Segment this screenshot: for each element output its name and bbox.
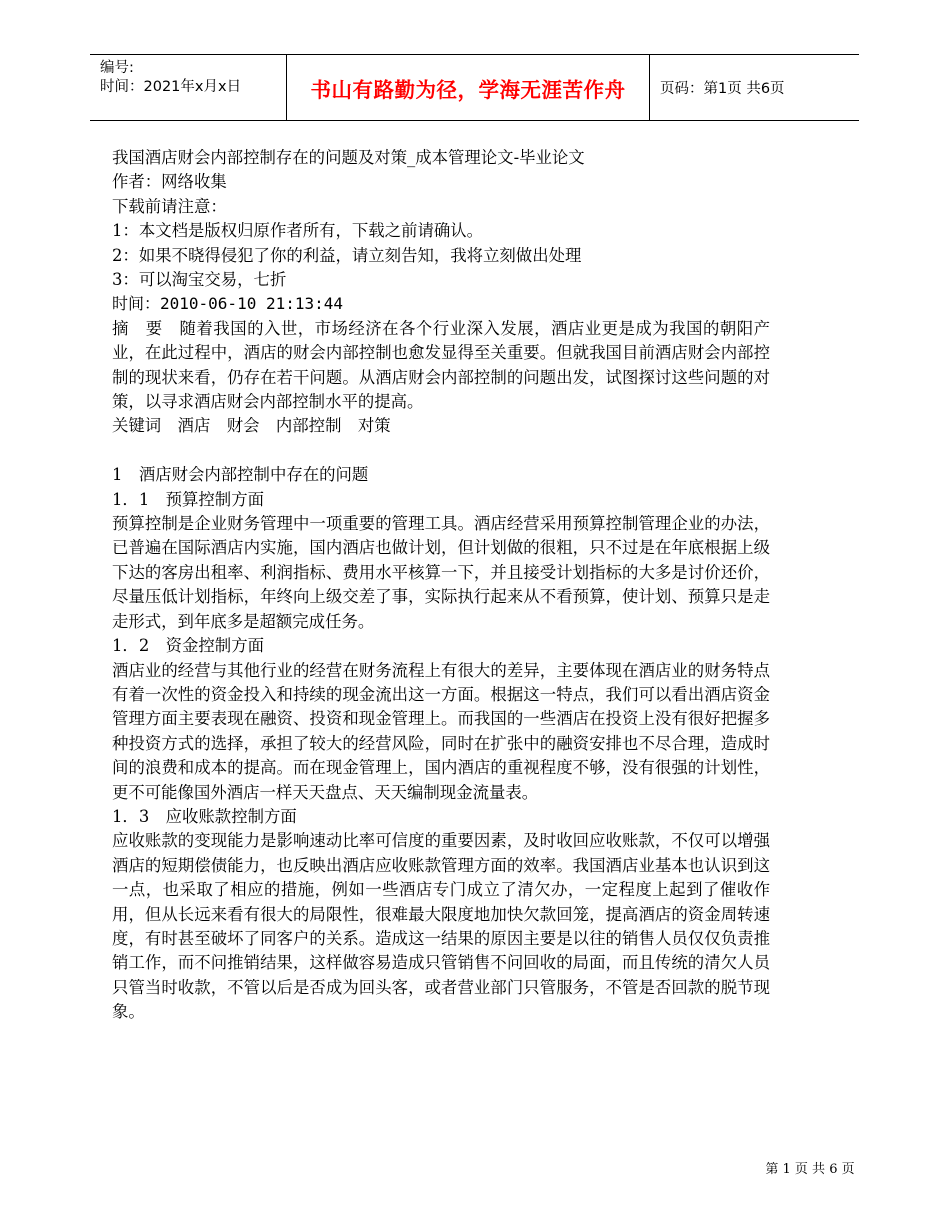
keywords-line: 关键词 酒店 财会 内部控制 对策 [112, 416, 391, 436]
notice-item-2: 2：如果不晓得侵犯了你的利益，请立刻告知，我将立刻做出处理 [112, 245, 582, 265]
page-footer [0, 1158, 950, 1177]
section-heading-1-3: 1．3 应收账款控制方面 [112, 806, 297, 826]
timestamp-line: 时间：2010-06-10 21:13:44 [112, 294, 344, 314]
document-time-label: 时间：2021年x月x日 [100, 79, 242, 95]
document-number-label: 编号: [100, 60, 134, 76]
section-heading-1-1: 1．1 预算控制方面 [112, 489, 264, 509]
document-title: 我国酒店财会内部控制存在的问题及对策_成本管理论文-毕业论文 [112, 148, 585, 167]
header-meta [90, 55, 286, 120]
notice-item-1: 1：本文档是版权归原作者所有，下载之前请确认。 [112, 221, 484, 241]
abstract-paragraph: 摘 要 随着我国的入世，市场经济在各个行业深入发展，酒店业更是成为我国的朝阳产业，在此过程中，酒店的财会内部控制也愈发显得至关重要。但就我国目前酒店财会内部控制的现状来看，仍存在若干问题。从酒店财会内部控制的问题出发，试图探讨这些问题的对策，以寻求酒店财会内部控制水平的提高。 [112, 318, 770, 412]
paragraph-1-3: 应收账款的变现能力是影响速动比率可信度的重要因素，及时收回应收账款，不仅可以增强酒店的短期偿债能力，也反映出酒店应收账款管理方面的效率。我国酒店业基本也认识到这一点，也采取了相应的措施，例如一些酒店专门成立了清欠办，一定程度上起到了催收作用，但从长远来看有很大的局限性，很难最大限度地加快欠款回笼，提高酒店的资金周转速度，有时甚至破坏了同客户的关系。造成这一结果的原因主要是以往的销售人员仅仅负责推销工作，而不问推销结果，这样做容易造成只管销售不问回收的局面，而且传统的清欠人员只管当时收款，不管以后是否成为回头客，或者营业部门只管服务，不管是否回款的脱节现象。 [112, 831, 770, 1022]
notice-item-3: 3：可以淘宝交易，七折 [112, 270, 287, 290]
page-header [90, 54, 859, 121]
footer-page-number: 第 1 页 共 6 页 [765, 1162, 855, 1177]
notice-heading: 下载前请注意： [112, 196, 227, 216]
paragraph-1-1: 预算控制是企业财务管理中一项重要的管理工具。酒店经营采用预算控制管理企业的办法，已普遍在国际酒店内实施，国内酒店也做计划，但计划做的很粗，只不过是在年底根据上级下达的客房出租率、利润指标、费用水平核算一下，并且接受计划指标的大多是讨价还价，尽量压低计划指标，年终向上级交差了事，实际执行起来从不看预算，使计划、预算只是走走形式，到年底多是超额完成任务。 [112, 514, 770, 631]
paragraph-1-2: 酒店业的经营与其他行业的经营在财务流程上有很大的差异，主要体现在酒店业的财务特点有着一次性的资金投入和持续的现金流出这一方面。根据这一特点，我们可以看出酒店资金管理方面主要表现在融资、投资和现金管理上。而我国的一些酒店在投资上没有很好把握多种投资方式的选择，承担了较大的经营风险，同时在扩张中的融资安排也不尽合理，造成时间的浪费和成本的提高。而在现金管理上，国内酒店的重视程度不够，没有很强的计划性，更不可能像国外酒店一样天天盘点、天天编制现金流量表。 [112, 660, 770, 802]
section-heading-1-2: 1．2 资金控制方面 [112, 636, 264, 656]
document-author: 作者：网络收集 [112, 172, 227, 192]
blank-line [112, 439, 770, 463]
header-page-label: 页码：第1页 共6页 [660, 81, 785, 97]
header-motto: 书山有路勤为径，学海无涯苦作舟 [286, 55, 650, 120]
document-body [112, 146, 770, 1025]
section-heading-1: 1 酒店财会内部控制中存在的问题 [112, 465, 369, 485]
